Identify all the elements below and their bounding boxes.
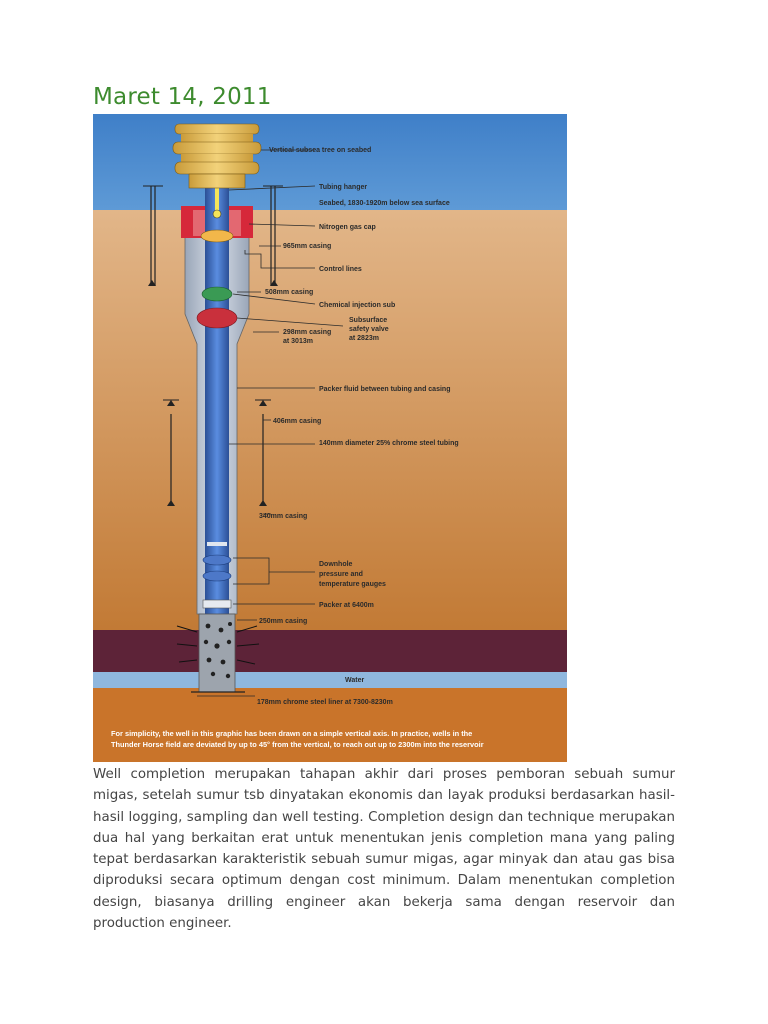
label-nitrogen-cap: Nitrogen gas cap bbox=[319, 224, 376, 231]
label-subsea-tree: Vertical subsea tree on seabed bbox=[269, 147, 372, 154]
label-casing-298-2: at 3013m bbox=[283, 338, 313, 345]
safety-valve bbox=[197, 308, 237, 328]
label-seabed: Seabed, 1830-1920m below sea surface bbox=[319, 200, 450, 207]
nitrogen-cap-valve bbox=[201, 230, 233, 242]
caption-line-2: Thunder Horse field are deviated by up to 45° from the vertical, to reach out up to 2300m into the reservoir bbox=[111, 740, 484, 749]
label-casing-965: 965mm casing bbox=[283, 243, 332, 250]
label-chemical-sub: Chemical injection sub bbox=[319, 302, 396, 309]
label-gauges-1: Downhole bbox=[319, 561, 353, 568]
label-water: Water bbox=[345, 677, 365, 684]
production-tubing bbox=[205, 184, 229, 684]
label-ssv-1: Subsurface bbox=[349, 317, 388, 324]
packer bbox=[203, 600, 231, 608]
well-completion-diagram bbox=[93, 114, 567, 762]
label-tubing: 140mm diameter 25% chrome steel tubing bbox=[319, 440, 459, 447]
label-tubing-hanger: Tubing hanger bbox=[319, 184, 368, 191]
label-liner: 178mm chrome steel liner at 7300-8230m bbox=[257, 699, 393, 706]
label-casing-340: 340mm casing bbox=[259, 513, 308, 520]
label-ssv-3: at 2823m bbox=[349, 335, 379, 342]
label-gauges-2: pressure and bbox=[319, 571, 363, 578]
label-casing-508: 508mm casing bbox=[265, 289, 314, 296]
tubing-hanger-core bbox=[215, 184, 219, 214]
sea-layer bbox=[93, 114, 567, 210]
post-date: Maret 14, 2011 bbox=[93, 84, 272, 110]
label-packer: Packer at 6400m bbox=[319, 602, 374, 609]
water-layer bbox=[93, 672, 567, 688]
reservoir-layer bbox=[93, 630, 567, 672]
caption-line-1: For simplicity, the well in this graphic has been drawn on a simple vertical axis. In practice, wells in the bbox=[111, 729, 473, 738]
chemical-injection-sub bbox=[202, 287, 232, 301]
label-gauges-3: temperature gauges bbox=[319, 581, 386, 588]
label-casing-250: 250mm casing bbox=[259, 618, 308, 625]
label-ssv-2: safety valve bbox=[349, 326, 389, 333]
label-casing-406: 406mm casing bbox=[273, 418, 322, 425]
post-paragraph: Well completion merupakan tahapan akhir dari proses pemboran sebuah sumur migas, setelah sumur tsb dinyatakan ekonomis dan layak produksi berdasarkan hasil-hasil logging, sampling dan well testing. Completion design dan technique merupakan dua hal yang berkaitan erat untuk menentukan jenis completion mana yang paling tepat berdasarkan karakteristik sebuah sumur migas, agar minyak dan atau gas bisa diproduksi secara optimum dengan cost minimum. Dalam menentukan completion design, biasanya drilling engineer akan bekerja sama dengan reservoir dan production engineer. bbox=[93, 767, 675, 932]
gauge-1 bbox=[203, 555, 231, 565]
label-casing-298-1: 298mm casing bbox=[283, 329, 332, 336]
label-packer-fluid: Packer fluid between tubing and casing bbox=[319, 386, 451, 393]
label-control-lines: Control lines bbox=[319, 266, 362, 273]
gauge-2 bbox=[203, 571, 231, 581]
well-diagram-svg bbox=[93, 114, 567, 762]
